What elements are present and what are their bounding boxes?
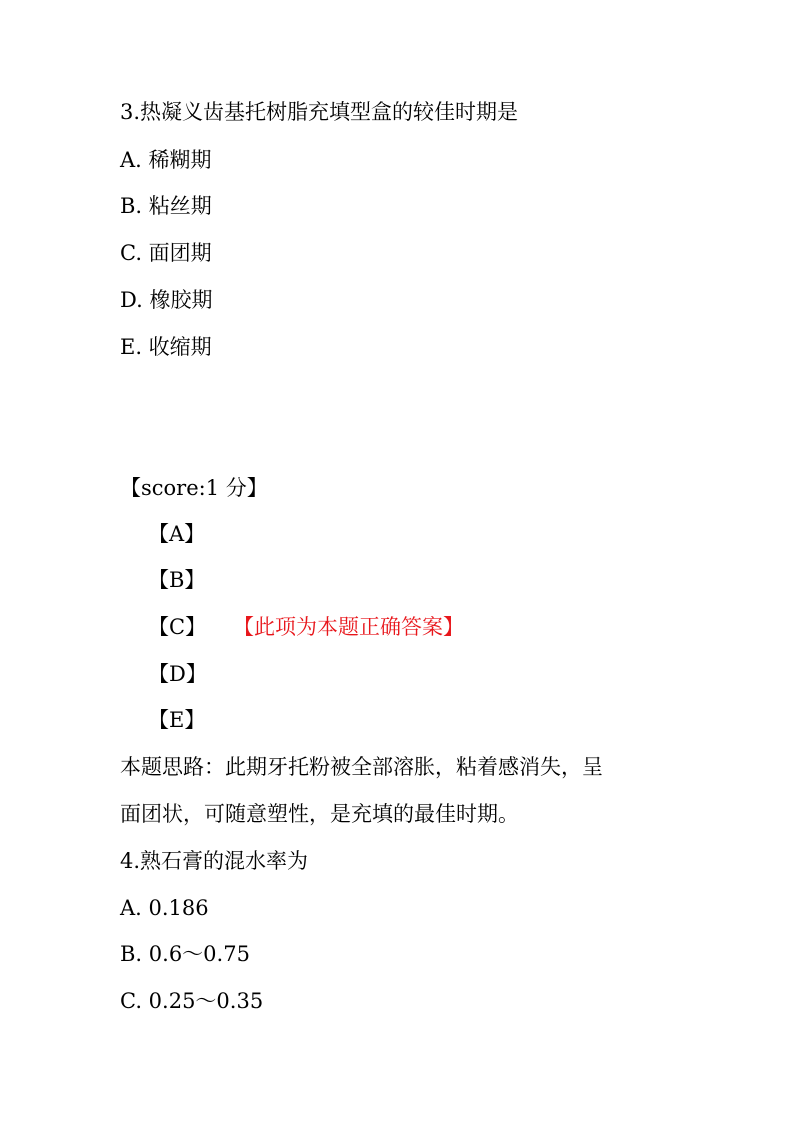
q3-explanation-line-2: 面团状，可随意塑性，是充填的最佳时期。 [120,802,519,826]
q3-answer-mark-e: 【E】 [148,708,206,732]
q3-option-a: A. 稀糊期 [120,148,212,172]
q3-option-e: E. 收缩期 [120,335,212,359]
q3-option-c: C. 面团期 [120,241,212,265]
q3-answer-mark-c: 【C】 [148,615,207,639]
q4-option-a: A. 0.186 [120,896,209,920]
q3-score: 【score:1 分】 [120,476,268,500]
q4-option-c: C. 0.25～0.35 [120,989,264,1013]
q3-explanation-line-1: 本题思路：此期牙托粉被全部溶胀，粘着感消失，呈 [120,755,603,779]
q3-answer-mark-d: 【D】 [148,662,207,686]
question-3-stem: 3.热凝义齿基托树脂充填型盒的较佳时期是 [120,100,519,124]
q4-option-b: B. 0.6～0.75 [120,942,250,966]
question-4-stem: 4.熟石膏的混水率为 [120,849,309,873]
q3-answer-mark-b: 【B】 [148,568,206,592]
q3-correct-answer-note: 【此项为本题正确答案】 [233,615,464,639]
q3-option-d: D. 橡胶期 [120,288,213,312]
q3-answer-mark-a: 【A】 [148,522,206,546]
q3-option-b: B. 粘丝期 [120,194,212,218]
